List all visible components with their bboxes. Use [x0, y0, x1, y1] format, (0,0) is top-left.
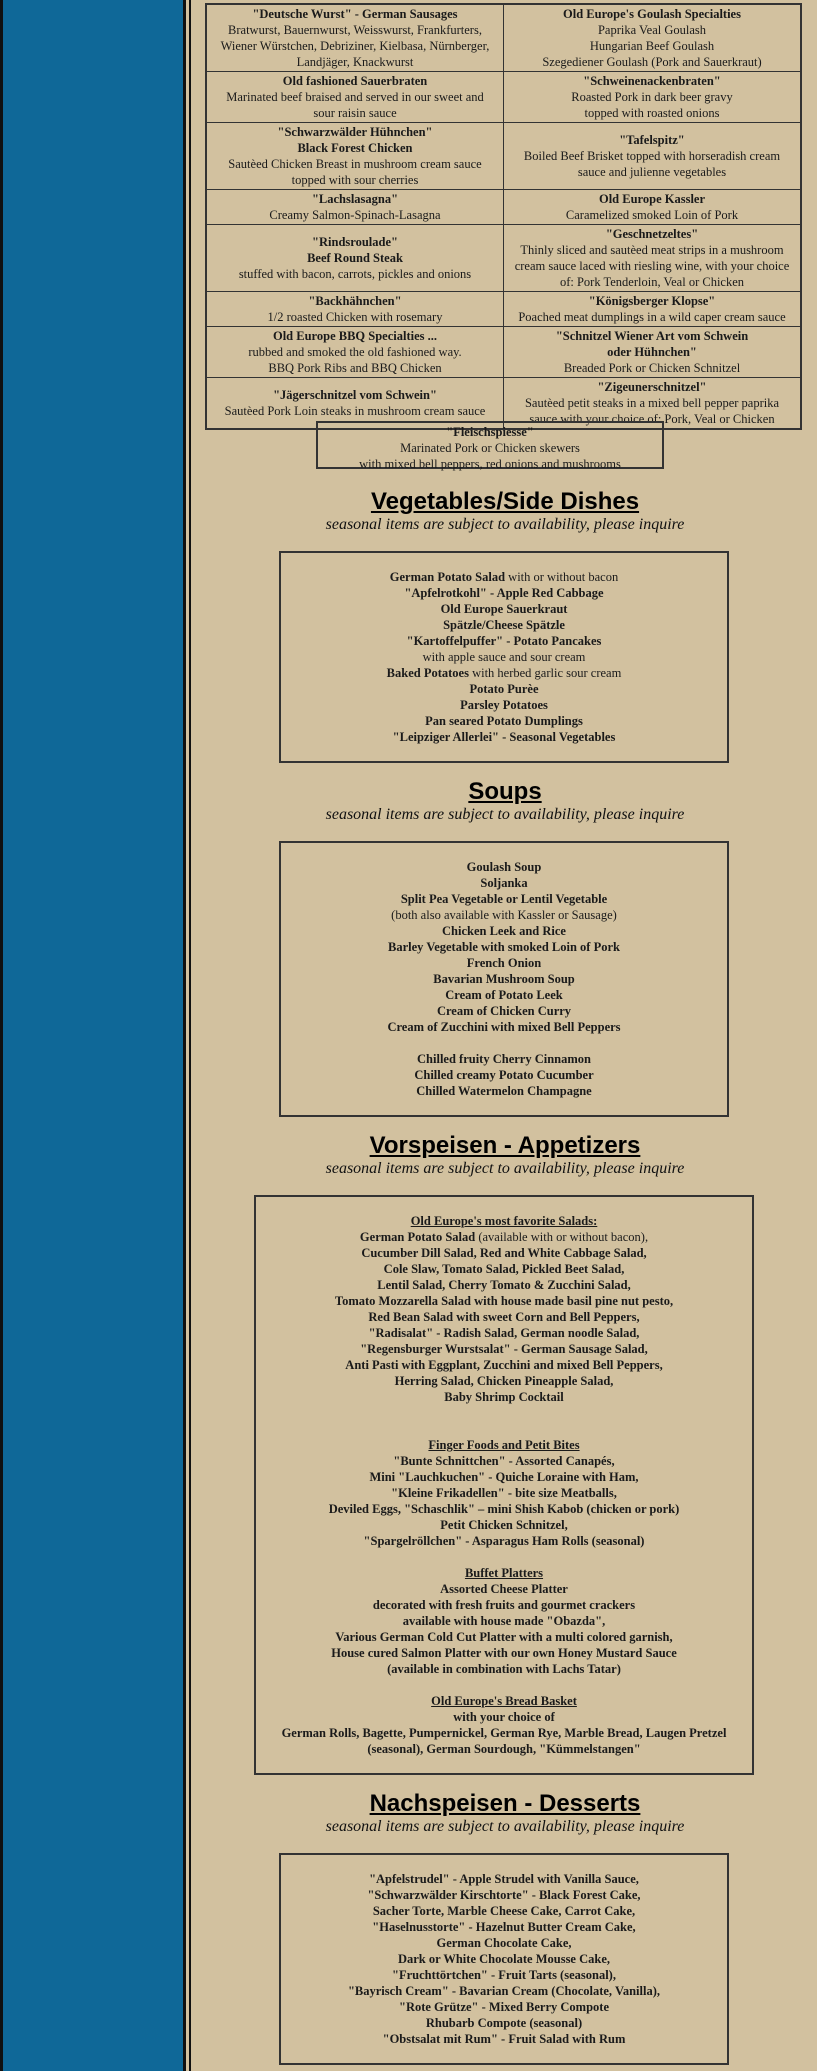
dessert-item	[281, 1967, 727, 1983]
vegetable-item	[281, 617, 727, 633]
soup-item	[281, 1083, 727, 1099]
item-text: Pan seared Potato Dumplings	[425, 714, 583, 728]
item-text: "Kleine Frikadellen" - bite size Meatballs,	[391, 1486, 617, 1500]
subsection-heading: Finger Foods and Petit Bites	[428, 1438, 580, 1452]
section-subtitle: seasonal items are subject to availability, please inquire	[325, 1160, 685, 1177]
vegetable-item	[281, 713, 727, 729]
item-text: (seasonal), German Sourdough, "Kümmelstangen"	[367, 1742, 641, 1756]
appetizer-item	[256, 1517, 752, 1533]
entree-title: "Tafelspitz"	[619, 133, 685, 147]
entree-description: cream sauce laced with riesling wine, with your choice	[514, 259, 790, 273]
entree-description: Bratwurst, Bauernwurst, Weisswurst, Frankfurters,	[228, 23, 482, 37]
item-text: "Apfelstrudel" - Apple Strudel with Vanilla Sauce,	[369, 1872, 639, 1886]
item-text: "Rote Grütze" - Mixed Berry Compote	[399, 2000, 609, 2014]
appetizer-item	[256, 1597, 752, 1613]
entree-description: stuffed with bacon, carrots, pickles and onions	[238, 267, 472, 281]
entree-description: BBQ Pork Ribs and BBQ Chicken	[268, 361, 442, 375]
entree-row	[206, 4, 801, 72]
entree-title: "Jägerschnitzel vom Schwein"	[273, 388, 437, 402]
entree-description: rubbed and smoked the old fashioned way.	[248, 345, 462, 359]
item-text: German Rolls, Bagette, Pumpernickel, German Rye, Marble Bread, Laugen Pretzel	[281, 1726, 727, 1740]
dessert-item	[281, 1903, 727, 1919]
appetizer-item	[256, 1693, 752, 1709]
item-text: Split Pea Vegetable or Lentil Vegetable	[400, 892, 608, 906]
section-title-soups: Soups	[468, 778, 542, 805]
appetizer-item	[256, 1277, 752, 1293]
item-text: "Radisalat" - Radish Salad, German noodle Salad,	[368, 1326, 640, 1340]
fleischspiesse-line: Marinated Pork or Chicken skewers	[400, 441, 580, 455]
item-text: House cured Salmon Platter with our own Honey Mustard Sauce	[331, 1646, 677, 1660]
entree-row	[206, 190, 801, 225]
entree-description: Landjäger, Knackwurst	[296, 55, 414, 69]
item-text: "Schwarzwälder Kirschtorte" - Black Forest Cake,	[367, 1888, 641, 1902]
appetizers-box	[254, 1195, 754, 1775]
item-text: Soljanka	[480, 876, 528, 890]
fleischspiesse-line: with mixed bell peppers, red onions and mushrooms	[359, 457, 621, 471]
dessert-item	[281, 2031, 727, 2047]
spacer	[281, 1035, 727, 1051]
dessert-item	[281, 1935, 727, 1951]
spacer	[256, 1549, 752, 1565]
spacer	[256, 1677, 752, 1693]
subsection-heading: Buffet Platters	[464, 1566, 544, 1580]
entree-cell	[206, 327, 504, 378]
item-text: French Onion	[466, 956, 542, 970]
entree-cell	[206, 72, 504, 123]
entree-description: sauce and julienne vegetables	[577, 165, 727, 179]
appetizer-item	[256, 1565, 752, 1581]
entree-cell	[206, 190, 504, 225]
item-text: "Obstsalat mit Rum" - Fruit Salad with Rum	[382, 2032, 626, 2046]
item-text: "Haselnusstorte" - Hazelnut Butter Cream Cake,	[372, 1920, 636, 1934]
item-text: Rhubarb Compote (seasonal)	[425, 2016, 583, 2030]
vegetable-item	[281, 697, 727, 713]
fleischspiesse-title: "Fleischspiesse"	[446, 425, 534, 439]
appetizer-item	[256, 1501, 752, 1517]
entree-title: "Lachslasagna"	[311, 192, 399, 206]
item-text: Spätzle/Cheese Spätzle	[443, 618, 565, 632]
entree-title: "Zigeunerschnitzel"	[597, 380, 707, 394]
entree-title: Old Europe's Goulash Specialties	[563, 7, 741, 21]
appetizer-item	[256, 1661, 752, 1677]
entree-title: Old fashioned Sauerbraten	[282, 74, 428, 88]
soup-item	[281, 1067, 727, 1083]
entree-description: Sautèed Pork Loin steaks in mushroom cream sauce	[224, 404, 486, 418]
item-text: Chilled creamy Potato Cucumber	[414, 1068, 594, 1082]
entree-cell	[504, 292, 802, 327]
entree-description: topped with roasted onions	[584, 106, 720, 120]
entree-title: "Königsberger Klopse"	[588, 294, 716, 308]
item-text: with or without bacon	[505, 570, 619, 584]
dessert-item	[281, 1983, 727, 1999]
entree-cell	[504, 72, 802, 123]
vegetable-item	[281, 649, 727, 665]
entree-description: Breaded Pork or Chicken Schnitzel	[563, 361, 741, 375]
section-title-vegetables: Vegetables/Side Dishes	[370, 488, 640, 515]
entree-title: Beef Round Steak	[307, 251, 403, 265]
vegetable-item	[281, 633, 727, 649]
entree-description: Sautèed Chicken Breast in mushroom cream sauce	[228, 157, 482, 171]
appetizer-item	[256, 1213, 752, 1229]
entree-description: Thinly sliced and sautèed meat strips in a mushroom	[520, 243, 784, 257]
item-text: Cole Slaw, Tomato Salad, Pickled Beet Salad,	[383, 1262, 625, 1276]
entree-description: Wiener Würstchen, Debriziner, Kielbasa, Nürnberger,	[220, 39, 490, 53]
entree-cell	[504, 225, 802, 292]
appetizer-item	[256, 1453, 752, 1469]
item-text: Cream of Zucchini with mixed Bell Peppers	[387, 1020, 621, 1034]
entree-title: Old Europe BBQ Specialties ...	[272, 329, 438, 343]
appetizer-item	[256, 1645, 752, 1661]
dessert-item	[281, 1871, 727, 1887]
entree-table	[205, 3, 802, 430]
dessert-item	[281, 1919, 727, 1935]
item-text: "Kartoffelpuffer" - Potato Pancakes	[406, 634, 602, 648]
vegetables-box	[279, 551, 729, 763]
entree-title: "Schweinenackenbraten"	[583, 74, 721, 88]
soup-item	[281, 923, 727, 939]
item-text: Lentil Salad, Cherry Tomato & Zucchini Salad,	[377, 1278, 631, 1292]
item-text: Dark or White Chocolate Mousse Cake,	[397, 1952, 611, 1966]
entree-title: "Rindsroulade"	[312, 235, 398, 249]
appetizer-item	[256, 1309, 752, 1325]
vegetable-item	[281, 729, 727, 745]
subsection-heading: Old Europe's Bread Basket	[431, 1694, 577, 1708]
appetizer-item	[256, 1485, 752, 1501]
item-text: with herbed garlic sour cream	[468, 666, 622, 680]
item-text: (available with or without bacon),	[475, 1230, 649, 1244]
dessert-item	[281, 2015, 727, 2031]
entree-title: "Schwarzwälder Hühnchen"	[277, 125, 433, 139]
entree-row	[206, 225, 801, 292]
appetizer-item	[256, 1613, 752, 1629]
item-text: Petit Chicken Schnitzel,	[440, 1518, 568, 1532]
soup-item	[281, 971, 727, 987]
entree-description: topped with sour cherries	[291, 173, 419, 187]
soup-item	[281, 955, 727, 971]
item-text: Potato Purèe	[469, 682, 539, 696]
section-title-desserts: Nachspeisen - Desserts	[369, 1790, 641, 1817]
appetizer-item	[256, 1261, 752, 1277]
appetizer-item	[256, 1725, 752, 1741]
item-text: Baby Shrimp Cocktail	[444, 1390, 564, 1404]
item-text: Red Bean Salad with sweet Corn and Bell Peppers,	[368, 1310, 640, 1324]
item-text: German Chocolate Cake,	[436, 1936, 572, 1950]
vegetable-item	[281, 601, 727, 617]
item-text: "Leipziger Allerlei" - Seasonal Vegetables	[392, 730, 616, 744]
item-text: Cucumber Dill Salad, Red and White Cabbage Salad,	[361, 1246, 647, 1260]
item-text: Chilled fruity Cherry Cinnamon	[417, 1052, 591, 1066]
item-text: Chicken Leek and Rice	[442, 924, 566, 938]
sidebar	[0, 0, 186, 2071]
item-text: Old Europe Sauerkraut	[440, 602, 568, 616]
item-text: "Spargelröllchen" - Asparagus Ham Rolls (seasonal)	[363, 1534, 645, 1548]
item-text: Cream of Potato Leek	[445, 988, 563, 1002]
entree-description: Sautèed petit steaks in a mixed bell pepper paprika	[524, 396, 780, 410]
dessert-item	[281, 1887, 727, 1903]
item-text: decorated with fresh fruits and gourmet crackers	[372, 1598, 636, 1612]
entree-description: Hungarian Beef Goulash	[589, 39, 715, 53]
entree-description: sauce with your choice of: Pork, Veal or Chicken	[529, 412, 775, 426]
entree-description: Paprika Veal Goulash	[597, 23, 707, 37]
item-text: Parsley Potatoes	[460, 698, 548, 712]
item-text: Bavarian Mushroom Soup	[433, 972, 575, 986]
appetizer-item	[256, 1709, 752, 1725]
entree-description: sour raisin sauce	[313, 106, 397, 120]
soups-box	[279, 841, 729, 1117]
entree-description: Boiled Beef Brisket topped with horseradish cream	[523, 149, 781, 163]
entree-cell	[504, 4, 802, 72]
spacer	[256, 1405, 752, 1421]
soup-item	[281, 1019, 727, 1035]
entree-title: Old Europe Kassler	[598, 192, 706, 206]
item-text: Chilled Watermelon Champagne	[416, 1084, 592, 1098]
item-text: "Fruchttörtchen" - Fruit Tarts (seasonal),	[392, 1968, 616, 1982]
item-text: Various German Cold Cut Platter with a multi colored garnish,	[335, 1630, 673, 1644]
section-title-appetizers: Vorspeisen - Appetizers	[369, 1132, 641, 1159]
entree-title: "Deutsche Wurst" - German Sausages	[252, 7, 458, 21]
item-text: Tomato Mozzarella Salad with house made basil pine nut pesto,	[334, 1294, 674, 1308]
entree-title: "Backhähnchen"	[308, 294, 402, 308]
item-text: Goulash Soup	[466, 860, 542, 874]
appetizer-item	[256, 1373, 752, 1389]
entree-description: Caramelized smoked Loin of Pork	[565, 208, 739, 222]
appetizer-item	[256, 1341, 752, 1357]
soup-item	[281, 1003, 727, 1019]
entree-description: 1/2 roasted Chicken with rosemary	[267, 310, 443, 324]
soup-item	[281, 987, 727, 1003]
item-text: with apple sauce and sour cream	[422, 650, 586, 664]
entree-row	[206, 327, 801, 378]
entree-cell	[504, 327, 802, 378]
soup-item	[281, 907, 727, 923]
entree-description: Creamy Salmon-Spinach-Lasagna	[269, 208, 441, 222]
entree-title: "Schnitzel Wiener Art vom Schwein	[555, 329, 749, 343]
item-text: "Bayrisch Cream" - Bavarian Cream (Chocolate, Vanilla),	[347, 1984, 660, 1998]
appetizer-item	[256, 1389, 752, 1405]
entree-cell	[206, 225, 504, 292]
menu-content	[189, 0, 817, 2071]
soup-item	[281, 891, 727, 907]
appetizer-item	[256, 1469, 752, 1485]
soup-item	[281, 859, 727, 875]
vegetable-item	[281, 665, 727, 681]
item-text: Deviled Eggs, "Schaschlik" – mini Shish Kabob (chicken or pork)	[328, 1502, 680, 1516]
entree-row	[206, 72, 801, 123]
dessert-item	[281, 1951, 727, 1967]
soup-item	[281, 875, 727, 891]
item-text: "Bunte Schnittchen" - Assorted Canapés,	[393, 1454, 615, 1468]
entree-title: oder Hühnchen"	[607, 345, 697, 359]
entree-description: Marinated beef braised and served in our sweet and	[226, 90, 484, 104]
entree-cell	[206, 123, 504, 190]
item-text: available with house made "Obazda",	[402, 1614, 606, 1628]
entree-cell	[206, 292, 504, 327]
item-text: with your choice of	[453, 1710, 555, 1724]
entree-title: "Geschnetzeltes"	[605, 227, 699, 241]
vegetable-item	[281, 569, 727, 585]
fleischspiesse-box	[316, 421, 664, 469]
soup-item	[281, 1051, 727, 1067]
appetizer-item	[256, 1533, 752, 1549]
section-subtitle: seasonal items are subject to availability, please inquire	[325, 516, 685, 533]
item-text: "Regensburger Wurstsalat" - German Sausage Salad,	[360, 1342, 648, 1356]
item-text: Cream of Chicken Curry	[436, 1004, 572, 1018]
entree-description: Szegediener Goulash (Pork and Sauerkraut)	[542, 55, 762, 69]
item-text: Barley Vegetable with smoked Loin of Pork	[388, 940, 620, 954]
entree-row	[206, 123, 801, 190]
appetizer-item	[256, 1741, 752, 1757]
item-text: "Apfelrotkohl" - Apple Red Cabbage	[404, 586, 604, 600]
appetizer-item	[256, 1245, 752, 1261]
entree-cell	[504, 123, 802, 190]
item-text: Herring Salad, Chicken Pineapple Salad,	[394, 1374, 614, 1388]
appetizer-item	[256, 1293, 752, 1309]
section-subtitle: seasonal items are subject to availability, please inquire	[325, 806, 685, 823]
appetizer-item	[256, 1629, 752, 1645]
item-text: (both also available with Kassler or Sausage)	[391, 908, 617, 922]
soup-item	[281, 939, 727, 955]
item-text: (available in combination with Lachs Tatar)	[387, 1662, 621, 1676]
entree-title: Black Forest Chicken	[297, 141, 413, 155]
item-text: Sacher Torte, Marble Cheese Cake, Carrot Cake,	[372, 1904, 636, 1918]
vegetable-item	[281, 585, 727, 601]
entree-row	[206, 292, 801, 327]
entree-cell	[504, 190, 802, 225]
spacer	[256, 1421, 752, 1437]
item-text: German Potato Salad	[389, 570, 506, 584]
entree-cell	[206, 4, 504, 72]
section-subtitle: seasonal items are subject to availability, please inquire	[325, 1818, 685, 1835]
item-text: Baked Potatoes	[386, 666, 469, 680]
appetizer-item	[256, 1229, 752, 1245]
appetizer-item	[256, 1325, 752, 1341]
appetizer-item	[256, 1437, 752, 1453]
item-text: Anti Pasti with Eggplant, Zucchini and mixed Bell Peppers,	[345, 1358, 663, 1372]
dessert-item	[281, 1999, 727, 2015]
entree-description: of: Pork Tenderloin, Veal or Chicken	[559, 275, 745, 289]
item-text: Mini "Lauchkuchen" - Quiche Loraine with Ham,	[369, 1470, 639, 1484]
appetizer-item	[256, 1581, 752, 1597]
entree-description: Roasted Pork in dark beer gravy	[571, 90, 733, 104]
desserts-box	[279, 1853, 729, 2065]
appetizer-item	[256, 1357, 752, 1373]
item-text: Assorted Cheese Platter	[440, 1582, 568, 1596]
subsection-heading: Old Europe's most favorite Salads:	[410, 1214, 598, 1228]
entree-description: Poached meat dumplings in a wild caper cream sauce	[518, 310, 786, 324]
item-text: German Potato Salad	[359, 1230, 476, 1244]
vegetable-item	[281, 681, 727, 697]
